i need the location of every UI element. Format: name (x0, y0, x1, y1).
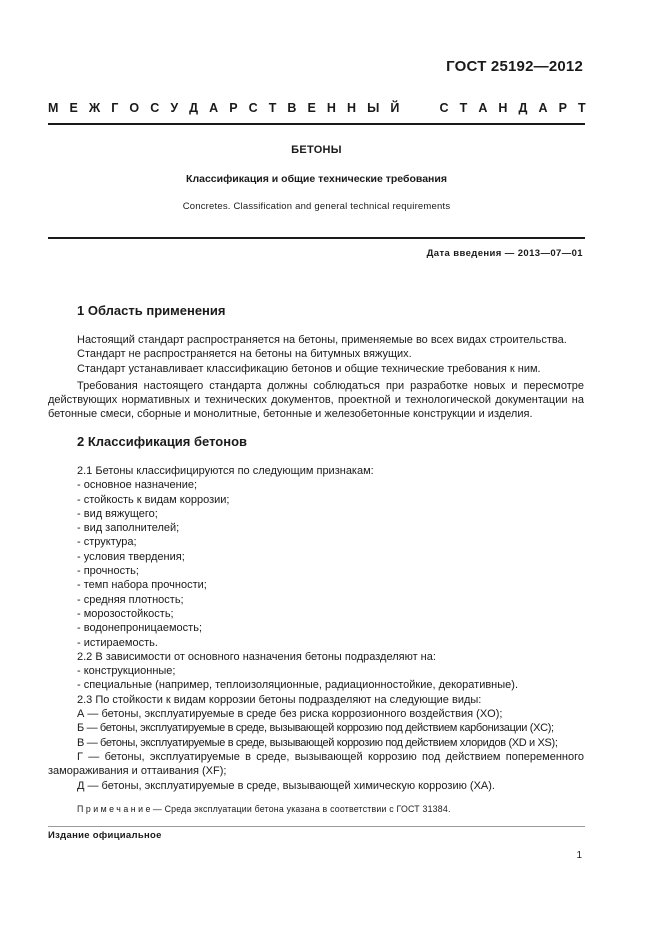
section-1-line: Стандарт не распространяется на бетоны на битумных вяжущих. (77, 348, 412, 361)
list-item: - прочность; (77, 565, 139, 578)
list-item: - водонепроницаемость; (77, 622, 202, 635)
list-item: - истираемость. (77, 636, 158, 649)
word1-letter: Й (390, 101, 400, 115)
doc-subtitle: Классификация и общие технические требования (186, 173, 447, 185)
list-item: - вид заполнителей; (77, 522, 180, 535)
word1-letter: Г (111, 101, 119, 115)
list-item: - специальные (например, теплоизоляционные, радиационностойкие, декоративные). (77, 679, 518, 692)
list-item: - структура; (77, 536, 137, 549)
word2-letter: Т (459, 101, 468, 115)
list-item: - условия твердения; (77, 550, 185, 563)
section-1-body (48, 333, 584, 422)
list-item: - вид вяжущего; (77, 507, 158, 520)
list-item: - стойкость к видам коррозии; (77, 493, 230, 506)
list-item: Д — бетоны, эксплуатируемые в среде, вызывающей химическую коррозию (XA). (77, 779, 495, 792)
list-item: В — бетоны, эксплуатируемые в среде, вызывающей коррозию под действием хлоридов (XD и XS); (77, 736, 558, 749)
list-item: Г — бетоны, эксплуатируемые в среде, вызывающей коррозию под действием попеременного (77, 750, 584, 763)
section-1-heading: 1 Область применения (77, 303, 226, 318)
word1-letter: Т (268, 101, 277, 115)
title-rule (48, 237, 585, 239)
word2-letter: Д (518, 101, 528, 115)
word1-letter: Ы (367, 101, 380, 115)
top-rule (48, 123, 585, 125)
doc-title: БЕТОНЫ (291, 144, 342, 156)
page-number: 1 (576, 850, 582, 861)
word1-letter: О (129, 101, 140, 115)
word2-letter: Н (498, 101, 508, 115)
word1-letter: В (287, 101, 297, 115)
word1-letter: Е (69, 101, 78, 115)
word1-letter: А (209, 101, 219, 115)
word1-letter: У (170, 101, 179, 115)
list-item: - темп набора прочности; (77, 579, 207, 592)
list-item-continuation: замораживания и оттаивания (XF); (48, 765, 227, 778)
edition-label: Издание официальное (48, 830, 162, 841)
word1-letter: С (150, 101, 160, 115)
intro-date: Дата введения — 2013—07—01 (426, 248, 583, 259)
clause-2-3: 2.3 По стойкости к видам коррозии бетоны подразделяют на следующие виды: (77, 693, 482, 706)
note-text: — Среда эксплуатации бетона указана в соответствии с ГОСТ 31384. (152, 804, 451, 814)
clause-2-2: 2.2 В зависимости от основного назначения бетоны подразделяют на: (77, 650, 436, 663)
list-item: Б — бетоны, эксплуатируемые в среде, вызывающей коррозию под действием карбонизации (XC); (77, 722, 554, 735)
word2-letter: С (439, 101, 449, 115)
section-1-para-first: Требования настоящего стандарта должны соблюдаться при разработке новых и пересмотре (77, 379, 584, 392)
word1-letter: М (48, 101, 59, 115)
list-item: - основное назначение; (77, 479, 198, 492)
word2-letter: А (478, 101, 488, 115)
word1-letter: Е (307, 101, 316, 115)
section-1-line: Стандарт устанавливает классификацию бетонов и общие технические требования к ним. (77, 362, 541, 375)
section-2-body (48, 464, 584, 793)
interstate-standard-heading (48, 101, 586, 115)
word1-letter: С (248, 101, 258, 115)
list-item: А — бетоны, эксплуатируемые в среде без риска коррозионного воздействия (XO); (77, 708, 503, 721)
list-item: - морозостойкость; (77, 607, 174, 620)
section-1-para-rest: действующих нормативных и технических документов, проектной и технологической документации на бетонные смеси, сборные и монолитные, бетонные и железобетонные конструкции и изделия. (48, 394, 584, 421)
word1-letter: Р (229, 101, 238, 115)
word1-letter: Н (347, 101, 357, 115)
list-item: - средняя плотность; (77, 593, 184, 606)
doc-number: ГОСТ 25192—2012 (446, 58, 583, 75)
word-gap (410, 101, 428, 115)
footer-rule (48, 826, 585, 827)
note (77, 804, 451, 814)
list-item: - конструкционные; (77, 665, 176, 678)
word2-letter: А (538, 101, 548, 115)
word2-letter: Т (577, 101, 586, 115)
section-1-line: Настоящий стандарт распространяется на бетоны, применяемые во всех видах строительства. (77, 334, 567, 346)
clause-2-1: 2.1 Бетоны классифицируются по следующим признакам: (77, 465, 374, 477)
word2-letter: Р (558, 101, 567, 115)
word1-letter: Д (189, 101, 199, 115)
word1-letter: Ж (88, 101, 101, 115)
word1-letter: Н (326, 101, 336, 115)
section-2-heading: 2 Классификация бетонов (77, 434, 248, 449)
note-label: Примечание (77, 804, 153, 814)
doc-title-english: Concretes. Classification and general technical requirements (182, 201, 451, 212)
